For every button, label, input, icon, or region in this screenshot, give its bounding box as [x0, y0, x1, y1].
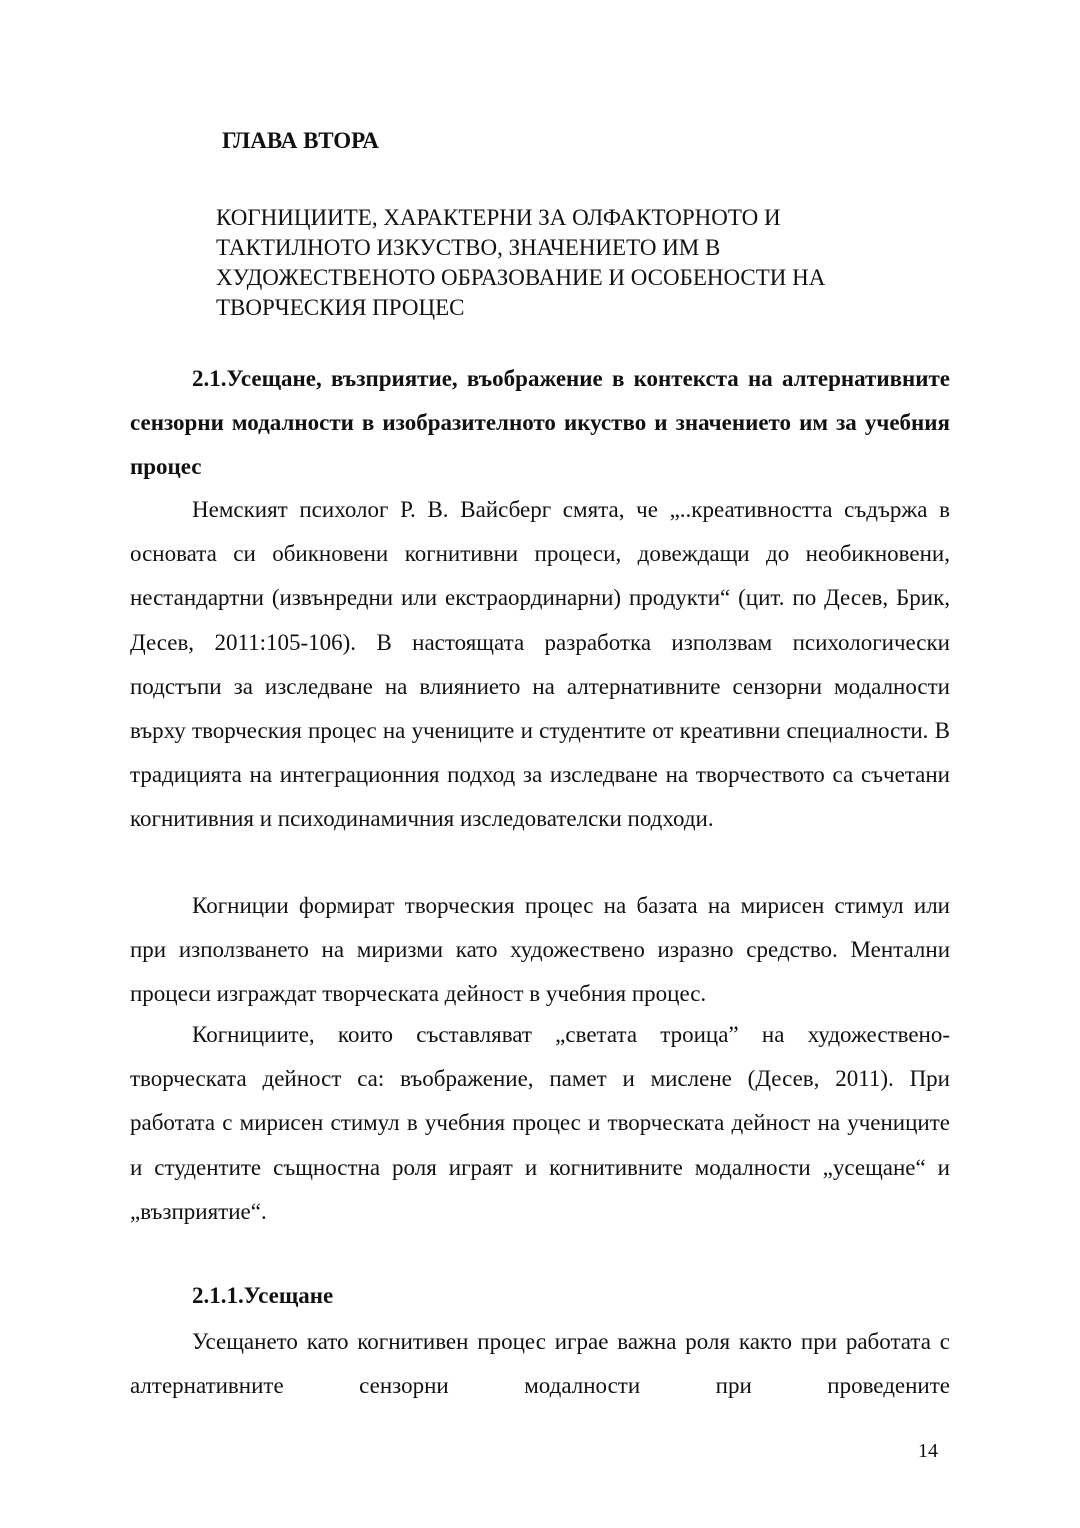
chapter-subtitle: КОГНИЦИИТЕ, ХАРАКТЕРНИ ЗА ОЛФАКТОРНОТО И ТАКТИЛНОТО ИЗКУСТВО, ЗНАЧЕНИЕТО ИМ В ХУДОЖЕСТВЕНОТО ОБРАЗОВАНИЕ И ОСОБЕНОСТИ НА ТВОРЧЕСКИЯ ПРОЦЕС: [216, 205, 826, 320]
chapter-title: ГЛАВА ВТОРА: [222, 128, 379, 153]
subsection-heading: 2.1.1.Усещане: [192, 1283, 334, 1308]
paragraph: Когнициите, които съставляват „светата троица” на художествено-творческата дейност са: въображение, памет и мислене (Десев, 2011). При работата с мирисен стимул в учебния процес и творческата дейност на учениците и студентите същностна роля играят и когнитивните модалности „усещане“ и „възприятие“.: [130, 1022, 950, 1224]
paragraph: Когниции формират творческия процес на базата на мирисен стимул или при използването на миризми като художествено изразно средство. Ментални процеси изграждат творческата дейност в учебния процес.: [130, 893, 950, 1007]
section-heading: 2.1.Усещане, възприятие, въображение в контекста на алтернативните сензорни модалности в изобразителното икуство и значението им за учебния процес: [130, 366, 950, 479]
page-number: 14: [918, 1440, 938, 1462]
paragraph: Немският психолог Р. В. Вайсберг смята, че „..креативността съдържа в основата си обикновени когнитивни процеси, довеждащи до необикновени, нестандартни (извънредни или екстраординарни) продукти“ (цит. по Десев, Брик, Десев, 2011:105-106). В настоящата разработка използвам психологически подстъпи за изследване на влиянието на алтернативните сензорни модалности върху творческия процес на учениците и студентите от креативни специалности. В традицията на интеграционния подход за изследване на творчеството са съчетани когнитивния и психодинамичния изследователски подходи.: [130, 497, 950, 832]
paragraph: Усещането като когнитивен процес играе важна роля както при работата с алтернативните сензорни модалности при проведените: [130, 1329, 950, 1399]
